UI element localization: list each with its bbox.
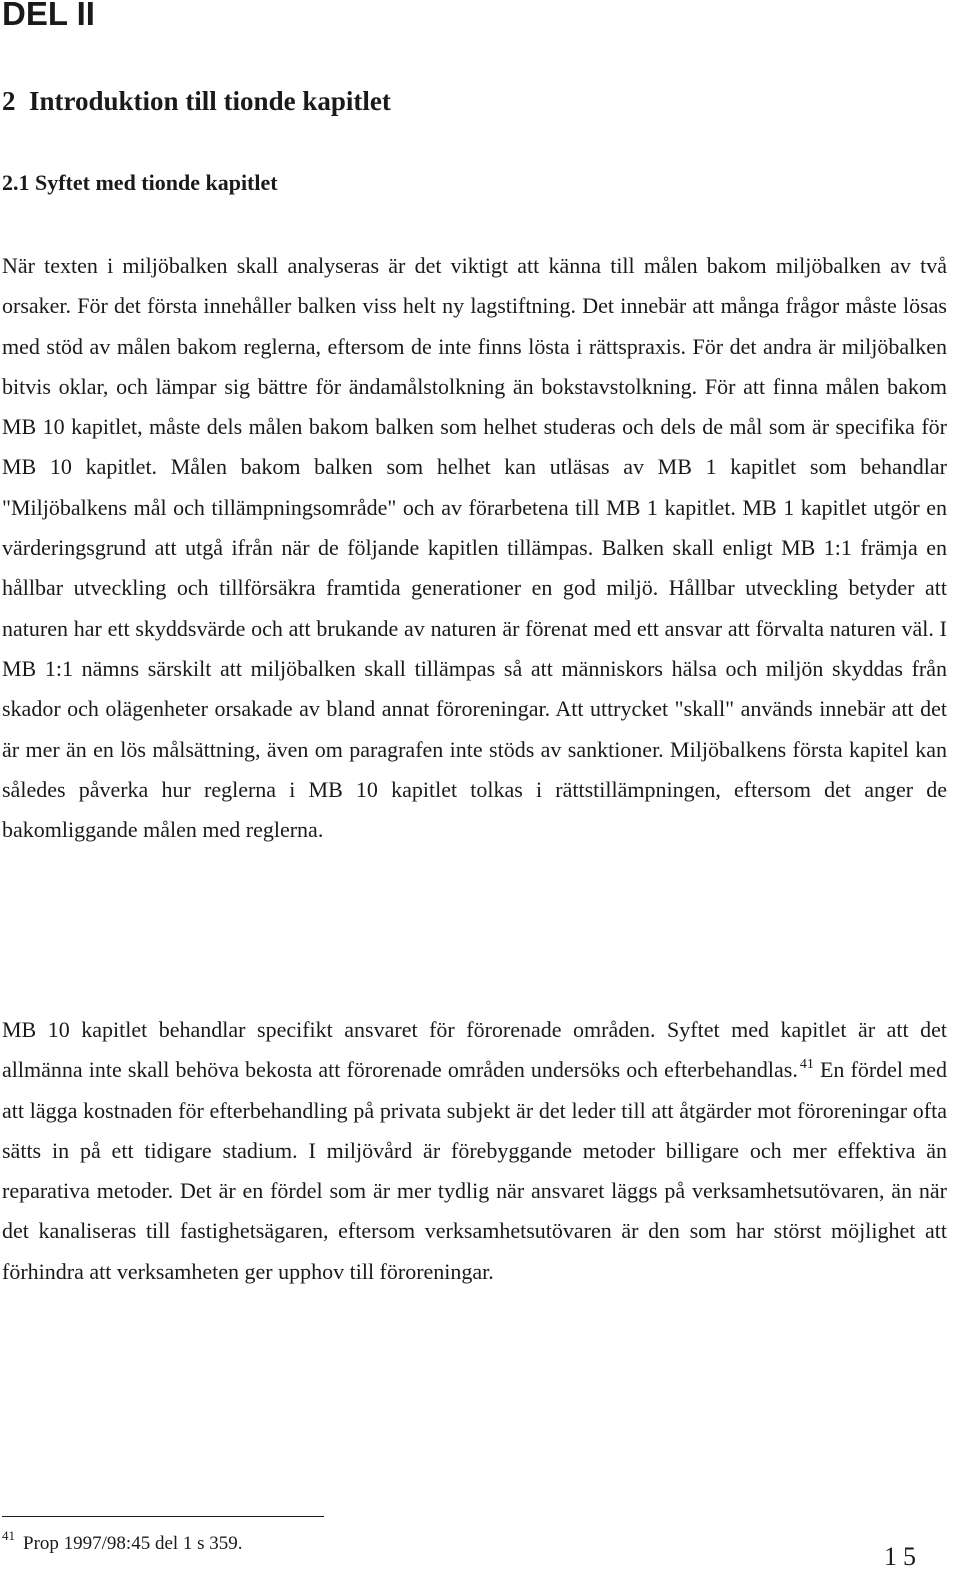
body-paragraph: När texten i miljöbalken skall analyseras är det viktigt att känna till målen bakom miljöbalken av två orsaker. För det första innehåller balken viss helt ny lagstiftning. Det innebär att många frågor måste lösas med stöd av målen bakom reglerna, eftersom de inte finns lösta i rättspraxis. För det andra är miljöbalken bitvis oklar, och lämpar sig bättre för ändamålstolkning än bokstavstolkning. För att finna målen bakom MB 10 kapitlet, måste dels målen bakom balken som helhet studeras och dels de mål som är specifika för MB 10 kapitlet. Målen bakom balken som helhet kan utläsas av MB 1 kapitlet som behandlar "Miljöbalkens mål och tillämpningsområde" och av förarbetena till MB 1 kapitlet. MB 1 kapitlet utgör en värderingsgrund att utgå ifrån när de följande kapitlen tillämpas. Balken skall enligt MB 1:1 främja en hållbar utveckling och tillförsäkra framtida generationer en god miljö. Hållbar utveckling betyder att naturen har ett skyddsvärde och att brukande av naturen är förenat med ett ansvar att förvalta naturen väl. I MB 1:1 nämns särskilt att miljöbalken skall tillämpas så att människors hälsa och miljön skyddas från skador och olägenheter orsakade av bland annat föroreningar. Att uttrycket "skall" används innebär att det är mer än en lös målsättning, även om paragrafen inte stöds av sanktioner. Miljöbalkens första kapitel kan således påverka hur reglerna i MB 10 kapitlet tolkas i rättstillämpningen, eftersom det anger de bakomliggande målen med reglerna. bbox=[2, 253, 947, 843]
paragraph-text: En fördel med att lägga kostnaden för efterbehandling på privata subjekt är det leder till att åtgärder mot föroreningar ofta sätts in på ett tidigare stadium. I miljövård är förebyggande metoder billigare och mer effektiva än reparativa metoder. Det är en fördel som är mer tydlig när ansvaret läggs på verksamhetsutövaren, än när det kanaliseras till fastighetsägaren, eftersom verksamhetsutövaren är den som har störst möjlighet att förhindra att verksamheten ger upphov till föroreningar. bbox=[2, 1057, 948, 1284]
part-heading: DEL II bbox=[2, 0, 95, 32]
footnote-separator bbox=[2, 1516, 324, 1517]
chapter-heading: 2 Introduktion till tionde kapitlet bbox=[2, 86, 391, 116]
footnote-number: 41 bbox=[2, 1528, 15, 1543]
paragraph-text: MB 10 kapitlet behandlar specifikt ansvaret för förorenade områden. Syftet med kapitlet är att det allmänna inte skall behöva bekosta att förorenade områden undersöks och efterbehandlas. bbox=[2, 1017, 947, 1083]
footnote bbox=[2, 1529, 243, 1559]
body-paragraph bbox=[2, 1010, 947, 1292]
footnote-text: Prop 1997/98:45 del 1 s 359. bbox=[23, 1533, 243, 1554]
footnote-reference: 41 bbox=[799, 1057, 814, 1073]
page-number: 15 bbox=[884, 1542, 922, 1571]
section-heading: 2.1 Syftet med tionde kapitlet bbox=[2, 170, 278, 195]
